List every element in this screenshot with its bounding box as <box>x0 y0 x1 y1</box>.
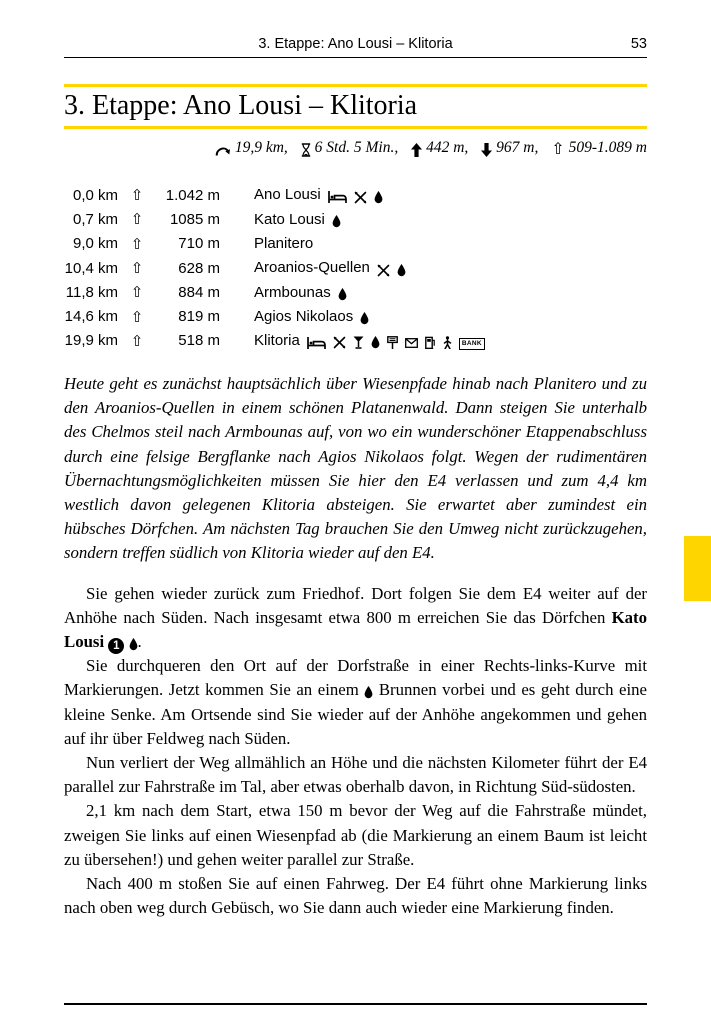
restaurant-icon <box>377 264 390 277</box>
bank-icon: BANK <box>459 338 485 351</box>
altitude-icon: ⇧ <box>130 210 144 229</box>
stat-item <box>411 139 468 156</box>
waypoint-name <box>254 211 647 229</box>
fuel-station-icon <box>425 336 436 349</box>
stats-line <box>64 139 647 157</box>
bus-stop-icon <box>387 336 398 349</box>
stat-item <box>481 139 538 156</box>
waypoint-row <box>64 232 647 256</box>
stat-item <box>215 139 288 156</box>
water-drop-icon <box>397 264 406 277</box>
stat-item <box>551 139 647 156</box>
paragraphs <box>64 582 647 921</box>
bed-icon <box>328 191 347 203</box>
glass-icon <box>353 336 364 349</box>
waypoint-altitude: 819 m <box>178 308 220 326</box>
waypoint-km: 9,0 km <box>72 235 118 253</box>
waypoint-row <box>64 280 647 304</box>
water-drop-icon <box>374 191 383 204</box>
body-paragraph: Nach 400 m stoßen Sie auf einen Fahrweg. Der E4 führt ohne Markierung links nach oben weg durch Gebüsch, wo Sie dann auch wieder eine Markierung finden. <box>64 874 647 918</box>
descent-icon <box>481 143 492 157</box>
waypoint-km: 19,9 km <box>64 332 118 350</box>
altitude-icon: ⇧ <box>130 307 144 326</box>
waypoint-marker: 1 <box>108 638 124 654</box>
waypoint-km: 0,7 km <box>72 210 118 228</box>
restaurant-icon <box>333 336 346 349</box>
waypoint-name <box>254 235 647 252</box>
stat-item <box>301 139 399 156</box>
altitude-icon: ⇧ <box>130 186 144 205</box>
waypoint-name-text: Klitoria <box>254 331 300 349</box>
water-drop-icon <box>364 686 373 699</box>
altitude-icon: ⇧ <box>130 283 144 302</box>
water-drop-icon <box>129 638 138 651</box>
altitude-icon: ⇧ <box>130 234 144 253</box>
waypoint-name-text: Armbounas <box>254 283 331 301</box>
accent-rule-bottom <box>64 126 647 129</box>
waypoint-row <box>64 329 647 353</box>
waypoint-row <box>64 207 647 231</box>
accent-rule-top <box>64 84 647 87</box>
waypoint-name <box>254 284 647 302</box>
route-icon <box>215 144 231 157</box>
altitude-icon: ⇧ <box>130 259 144 278</box>
bottom-divider <box>64 1003 647 1005</box>
waypoint-row <box>64 183 647 207</box>
waypoint-altitude: 884 m <box>178 283 220 301</box>
altitude-icon: ⇧ <box>130 331 144 350</box>
water-drop-icon <box>360 312 369 325</box>
page-header <box>64 36 647 58</box>
waypoint-name <box>254 332 647 351</box>
waypoint-row <box>64 304 647 328</box>
restaurant-icon <box>354 191 367 204</box>
stat-value: 509-1.089 m <box>568 139 647 156</box>
stat-value: 6 Std. 5 Min., <box>314 139 399 156</box>
waypoint-name-text: Planitero <box>254 235 314 253</box>
chapter-tab <box>684 536 711 601</box>
body-paragraph: Sie durchqueren den Ort auf der Dorfstraße in einer Rechts-links-Kurve mit Markierungen. Jetzt kommen Sie an einem Brunnen vorbei und es geht durch eine kleine Senke. Am Ortsende sind Sie wieder auf der Anhöhe angekommen und gehen auf ihr über Feldweg nach Süden. <box>64 656 647 748</box>
hiker-icon <box>443 336 452 349</box>
stat-value: 442 m, <box>426 139 469 156</box>
waypoint-name-text: Kato Lousi <box>254 210 325 228</box>
body-paragraph: Sie gehen wieder zurück zum Friedhof. Dort folgen Sie dem E4 weiter auf der Anhöhe nach Süden. Nach insgesamt etwa 800 m erreichen Sie das Dörfchen Kato Lousi 1 . <box>64 583 647 653</box>
waypoint-table <box>64 183 647 353</box>
waypoint-row <box>64 256 647 280</box>
page-number: 53 <box>630 36 647 52</box>
ascent-icon <box>411 143 422 157</box>
waypoint-km: 11,8 km <box>65 283 118 301</box>
waypoint-name <box>254 308 647 326</box>
waypoint-km: 14,6 km <box>64 308 118 326</box>
waypoint-name-text: Agios Nikolaos <box>254 307 354 325</box>
water-drop-icon <box>332 215 341 228</box>
waypoint-altitude: 1.042 m <box>165 186 220 204</box>
body-paragraph: Nun verliert der Weg allmählich an Höhe und die nächsten Kilometer führt der E4 parallel zur Fahrstraße im Tal, aber etwas oberhalb davon, in Richtung Süd-südosten. <box>64 753 647 797</box>
waypoint-km: 10,4 km <box>64 259 118 277</box>
waypoint-altitude: 710 m <box>178 235 220 253</box>
waypoint-name <box>254 186 647 204</box>
water-drop-icon <box>338 288 347 301</box>
body-paragraph: 2,1 km nach dem Start, etwa 150 m bevor der Weg auf die Fahrstraße mündet, zweigen Sie links auf einen Wiesenpfad ab (die Markierung an einem Baum ist leicht zu übersehen!) und gehen weiter parallel zur Straße. <box>64 801 647 869</box>
water-drop-icon <box>371 336 380 349</box>
waypoint-altitude: 628 m <box>178 259 220 277</box>
stat-value: 19,9 km, <box>234 139 288 156</box>
title-block <box>64 84 647 129</box>
bed-icon <box>307 337 326 349</box>
time-icon <box>301 143 311 157</box>
stage-title: 3. Etappe: Ano Lousi – Klitoria <box>64 90 418 121</box>
waypoint-name <box>254 259 647 277</box>
waypoint-name-text: Ano Lousi <box>254 186 321 204</box>
waypoint-altitude: 1085 m <box>169 210 220 228</box>
waypoint-altitude: 518 m <box>178 332 220 350</box>
body-text <box>64 372 647 920</box>
post-icon <box>405 338 418 348</box>
waypoint-name-text: Aroanios-Quellen <box>254 259 370 277</box>
altitude-range-icon: ⇧ <box>551 139 565 158</box>
stat-value: 967 m, <box>496 139 539 156</box>
waypoint-km: 0,0 km <box>72 186 118 204</box>
intro-paragraph: Heute geht es zunächst hauptsächlich über Wiesenpfade hinab nach Planitero und zu den Aroanios-Quellen in einem schönen Platanenwald. Dann steigen Sie unterhalb des Chelmos steil nach Armbounas auf, von wo ein wunderschöner Etappenabschluss durch eine felsige Bergflanke nach Agios Nikolaos folgt. Wegen der rudimentären Übernachtungsmöglichkeiten müssen Sie hier den E4 verlassen und zum 4,4 km westlich davon gelegenen Klitoria absteigen. Sie erwartet aber zumindest ein hübsches Dörfchen. Am nächsten Tag brauchen Sie den Umweg nicht zurückzugehen, sondern treffen südlich von Klitoria wieder auf den E4. <box>64 374 647 563</box>
running-title: 3. Etappe: Ano Lousi – Klitoria <box>258 36 453 52</box>
